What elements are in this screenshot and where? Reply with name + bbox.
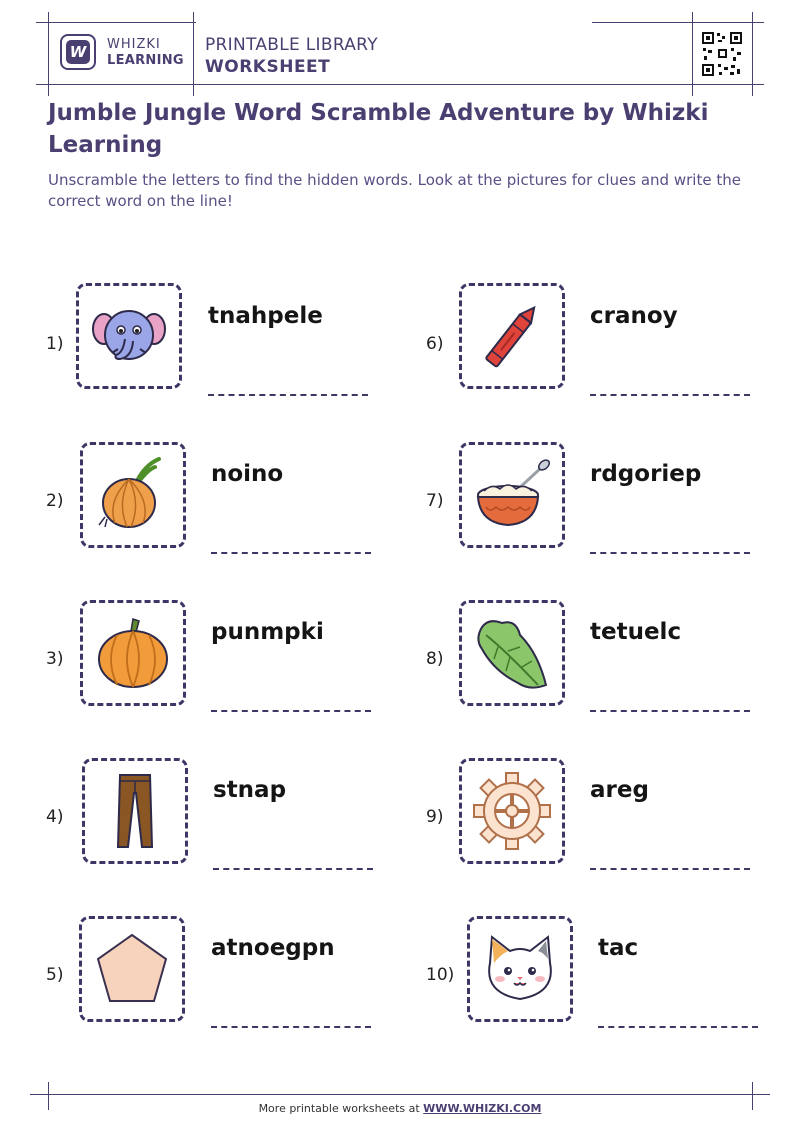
lettuce-icon (472, 613, 552, 693)
crayon-icon (472, 296, 552, 376)
item-number: 3) (46, 649, 64, 669)
picture-box (467, 916, 573, 1022)
picture-box (79, 916, 185, 1022)
picture-box (459, 283, 565, 389)
item-number: 10) (426, 965, 455, 985)
item-number: 2) (46, 491, 64, 511)
worksheet-label: WORKSHEET (205, 57, 331, 77)
scrambled-word: areg (590, 777, 649, 803)
cat-icon (480, 933, 560, 1005)
item-number: 5) (46, 965, 64, 985)
answer-line[interactable] (590, 394, 750, 396)
picture-box (459, 442, 565, 548)
picture-box (459, 600, 565, 706)
header-rule-bottom (36, 84, 764, 85)
scrambled-word: stnap (213, 777, 287, 803)
footer-rule (30, 1094, 770, 1095)
picture-box (82, 758, 188, 864)
answer-line[interactable] (590, 710, 750, 712)
picture-box (76, 283, 182, 389)
item-number: 9) (426, 807, 444, 827)
answer-line[interactable] (211, 552, 371, 554)
porridge-icon (470, 457, 554, 533)
scrambled-word: rdgoriep (590, 461, 702, 487)
answer-line[interactable] (211, 710, 371, 712)
header-vrule-left (48, 12, 49, 96)
scrambled-word: punmpki (211, 619, 324, 645)
brand-name-line2: LEARNING (107, 53, 184, 68)
instructions: Unscramble the letters to find the hidden words. Look at the pictures for clues and write the correct word on the line! (48, 171, 741, 210)
footer (0, 1102, 800, 1115)
picture-box (459, 758, 565, 864)
library-label: PRINTABLE LIBRARY (205, 35, 378, 55)
item-number: 7) (426, 491, 444, 511)
gear-icon (472, 771, 552, 851)
header-vrule-far-right (752, 12, 753, 96)
scrambled-word: noino (211, 461, 284, 487)
item-number: 6) (426, 334, 444, 354)
logo-letter: W (66, 40, 90, 64)
answer-line[interactable] (590, 552, 750, 554)
scrambled-word: tetuelc (590, 619, 682, 645)
footer-text: More printable worksheets at (258, 1102, 424, 1115)
pants-icon (110, 771, 160, 851)
whizki-logo (60, 34, 96, 70)
pentagon-icon (94, 931, 170, 1007)
answer-line[interactable] (590, 868, 750, 870)
item-number: 1) (46, 334, 64, 354)
item-number: 4) (46, 807, 64, 827)
picture-box (80, 600, 186, 706)
header-rule-top-right (592, 22, 764, 23)
scrambled-word: cranoy (590, 303, 678, 329)
worksheet-title: Jumble Jungle Word Scramble Adventure by Whizki Learning (48, 100, 709, 158)
header-vrule-mid (193, 12, 194, 96)
pumpkin-icon (93, 613, 173, 693)
scrambled-word: tnahpele (208, 303, 323, 329)
footer-link[interactable]: WWW.WHIZKI.COM (423, 1102, 542, 1115)
scrambled-word: atnoegpn (211, 935, 335, 961)
qr-code-icon (700, 30, 744, 78)
answer-line[interactable] (213, 868, 373, 870)
scrambled-word: tac (598, 935, 639, 961)
picture-box (80, 442, 186, 548)
header-rule-top-left (36, 22, 196, 23)
elephant-icon (90, 303, 168, 369)
answer-line[interactable] (208, 394, 368, 396)
header-vrule-right (692, 12, 693, 96)
brand-name-line1: WHIZKI (107, 37, 161, 52)
answer-line[interactable] (598, 1026, 758, 1028)
item-number: 8) (426, 649, 444, 669)
answer-line[interactable] (211, 1026, 371, 1028)
onion-icon (93, 455, 173, 535)
